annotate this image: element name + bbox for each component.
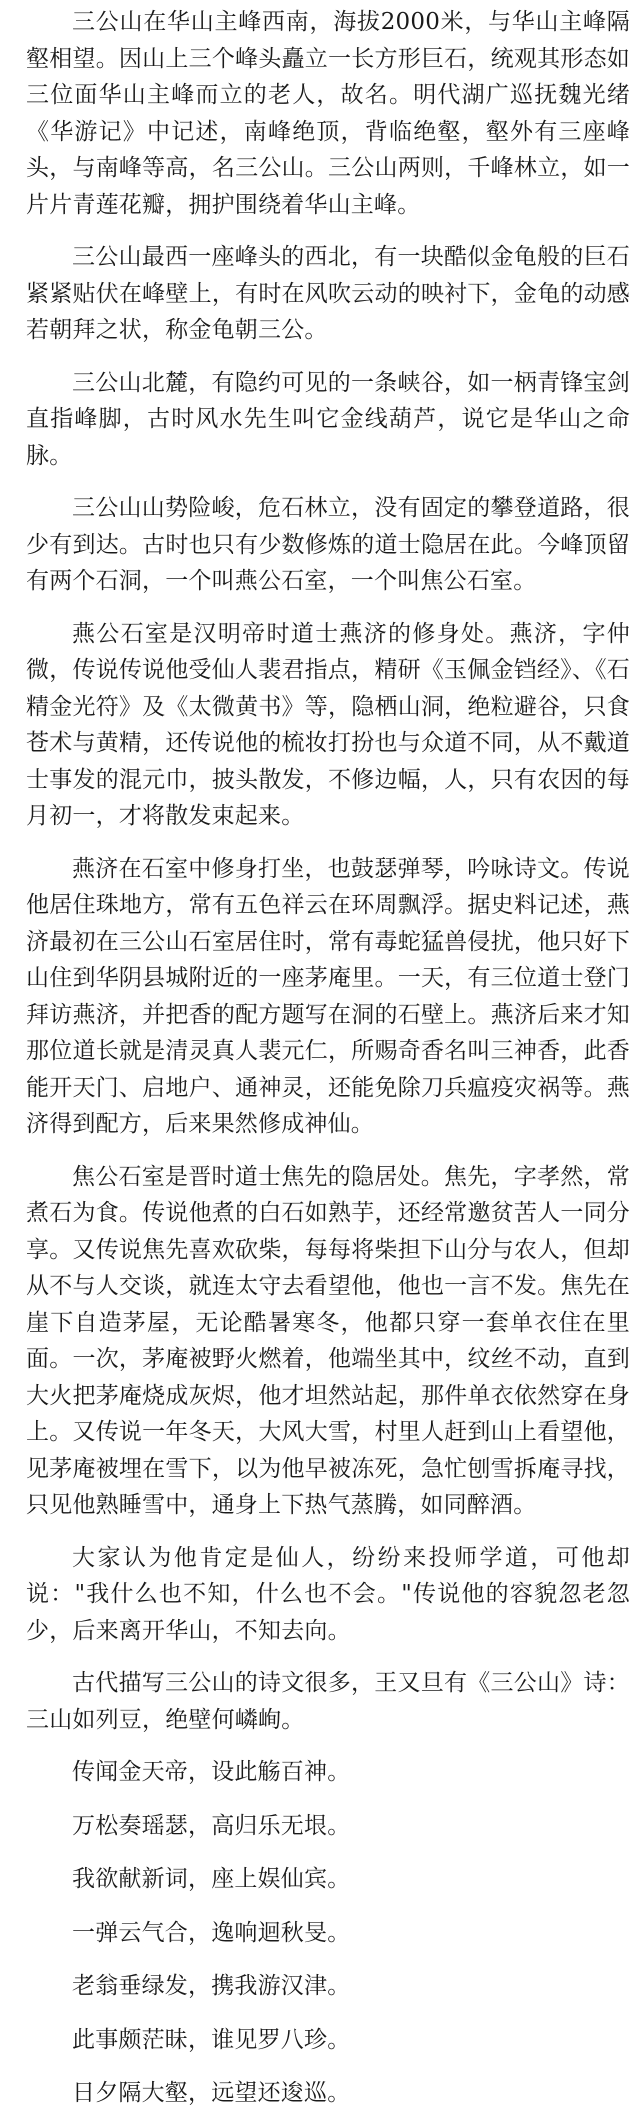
paragraph-yan-stone-room: 燕公石室是汉明帝时道士燕济的修身处。燕济，字仲微，传说传说他受仙人裴君指点，精研《玉佩金铛经》、《石精金光符》及《太微黄书》等，隐栖山洞，绝粒避谷，只食苍术与黄精，还传说他的梳妆打扮也与众道不同，从不戴道士事发的混元巾，披头散发，不修边幅，人，只有农因的每月初一，才将散发束起来。 [26, 620, 630, 829]
poem-line: 老翁垂绿发，携我游汉津。 [72, 1973, 351, 1999]
poem-line: 我欲献新词，座上娱仙宾。 [72, 1866, 351, 1892]
paragraph-poem-intro: 古代描写三公山的诗文很多，王又旦有《三公山》诗：三山如列豆，绝壁何嶙峋。 [26, 1670, 630, 1733]
poem-line: 万松奏瑶瑟，高归乐无垠。 [72, 1812, 351, 1839]
paragraph-terrain: 三公山山势险峻，危石林立，没有固定的攀登道路，很少有到达。古时也只有少数修炼的道士隐居在此。今峰顶留有两个石洞，一个叫燕公石室，一个叫焦公石室。 [26, 495, 630, 594]
paragraph-jiao-stone-room: 焦公石室是晋时道士焦先的隐居处。焦先，字孝然，常煮石为食。传说他煮的白石如熟芋，还经常邀贫苦人一同分享。又传说焦先喜欢砍柴，每每将柴担下山分与农人，但却从不与人交谈，就连太守去看望他，他也一言不发。焦先在崖下自造茅屋，无论酷暑寒冬，他都只穿一套单衣住在里面。一次，茅庵被野火燃着，他端坐其中，纹丝不动，直到大火把茅庵烧成灰烬，他才坦然站起，那件单衣依然穿在身上。又传说一年冬天，大风大雪，村里人赶到山上看望他，见茅庵被埋在雪下，以为他早被冻死，急忙刨雪拆庵寻找，只见他熟睡雪中，通身上下热气蒸腾，如同醉酒。 [26, 1163, 630, 1518]
paragraph-yan-ji-legend: 燕济在石室中修身打坐，也鼓瑟弹琴，吟咏诗文。传说他居住珠地方，常有五色祥云在环周飘浮。据史料记述，燕济最初在三公山石室居住时，常有毒蛇猛兽侵扰，他只好下山住到华阴县城附近的一座茅庵里。一天，有三位道士登门拜访燕济，并把香的配方题写在洞的石壁上。燕济后来才知那位道长就是清灵真人裴元仁，所赐奇香名叫三神香，此香能开天门、启地户、通神灵，还能免除刀兵瘟疫灾祸等。燕济得到配方，后来果然修成神仙。 [26, 855, 630, 1137]
poem-line: 日夕隔大壑，远望还逡巡。 [72, 2080, 351, 2106]
paragraph-jiao-departure: 大家认为他肯定是仙人，纷纷来投师学道，可他却说："我什么也不知，什么也不会。"传说他的容貌忽老忽少，后来离开华山，不知去向。 [26, 1544, 630, 1644]
poem-line: 一弹云气合，逸响迴秋旻。 [72, 1919, 351, 1946]
paragraph-north-foot: 三公山北麓，有隐约可见的一条峡谷，如一柄青锋宝剑直指峰脚，古时风水先生叫它金线葫芦，说它是华山之命脉。 [26, 369, 630, 469]
paragraph-intro: 三公山在华山主峰西南，海拔2000米，与华山主峰隔壑相望。因山上三个峰头矗立一长方形巨石，统观其形态如三位面华山主峰而立的老人，故名。明代湖广巡抚魏光绪《华游记》中记述，南峰绝顶，背临绝壑，壑外有三座峰头，与南峰等高，名三公山。三公山两则，千峰林立，如一片片青莲花瓣，拥护围绕着华山主峰。 [26, 9, 630, 218]
paragraph-golden-turtle: 三公山最西一座峰头的西北，有一块酷似金龟般的巨石紧紧贴伏在峰壁上，有时在风吹云动的映衬下，金龟的动感若朝拜之状，称金龟朝三公。 [26, 244, 630, 343]
poem-line: 此事颇茫昧，谁见罗八珍。 [72, 2026, 351, 2053]
poem-line: 传闻金天帝，设此觞百神。 [72, 1759, 351, 1785]
